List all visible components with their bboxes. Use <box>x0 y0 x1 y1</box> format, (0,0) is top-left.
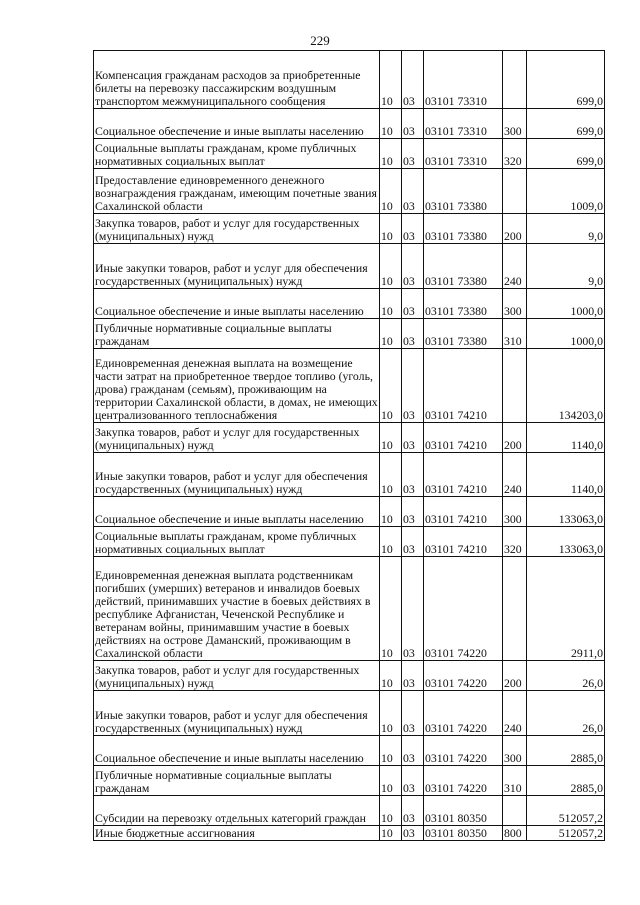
expense-name-cell: Иные закупки товаров, работ и услуг для обеспечения государственных (муниципальных) нужд <box>94 453 380 497</box>
table-row <box>94 691 605 736</box>
target-article-code-cell: 03101 74210 <box>424 527 503 557</box>
table-row <box>94 661 605 691</box>
section-code-cell: 10 <box>380 289 402 319</box>
target-article-code-cell: 03101 73380 <box>424 244 503 289</box>
section-code-cell: 10 <box>380 51 402 109</box>
expense-name-cell: Социальные выплаты гражданам, кроме публичных нормативных социальных выплат <box>94 139 380 169</box>
table-row <box>94 319 605 349</box>
subsection-code-cell: 03 <box>402 766 424 796</box>
expense-name-cell: Закупка товаров, работ и услуг для государственных (муниципальных) нужд <box>94 214 380 244</box>
section-code-cell: 10 <box>380 349 402 423</box>
table-row <box>94 423 605 453</box>
expense-type-code-cell <box>503 796 527 826</box>
expense-name-cell: Субсидии на перевозку отдельных категорий граждан <box>94 796 380 826</box>
subsection-code-cell: 03 <box>402 423 424 453</box>
section-code-cell: 10 <box>380 796 402 826</box>
page-number: 229 <box>310 33 330 48</box>
expense-type-code-cell: 200 <box>503 214 527 244</box>
table-row <box>94 349 605 423</box>
amount-cell: 1009,0 <box>527 169 605 214</box>
table-row <box>94 736 605 766</box>
subsection-code-cell: 03 <box>402 319 424 349</box>
section-code-cell: 10 <box>380 319 402 349</box>
amount-cell: 699,0 <box>527 109 605 139</box>
target-article-code-cell: 03101 74210 <box>424 497 503 527</box>
expense-type-code-cell: 240 <box>503 453 527 497</box>
section-code-cell: 10 <box>380 826 402 841</box>
target-article-code-cell: 03101 74220 <box>424 766 503 796</box>
expense-name-cell: Социальное обеспечение и иные выплаты населению <box>94 736 380 766</box>
target-article-code-cell: 03101 74210 <box>424 453 503 497</box>
section-code-cell: 10 <box>380 691 402 736</box>
budget-table <box>93 50 605 841</box>
section-code-cell: 10 <box>380 497 402 527</box>
target-article-code-cell: 03101 80350 <box>424 826 503 841</box>
amount-cell: 2885,0 <box>527 766 605 796</box>
section-code-cell: 10 <box>380 766 402 796</box>
subsection-code-cell: 03 <box>402 736 424 766</box>
section-code-cell: 10 <box>380 214 402 244</box>
expense-name-cell: Единовременная денежная выплата родственникам погибших (умерших) ветеранов и инвалидов боевых действий, принимавших участие в боевых действиях в республике Афганистан, Чеченской Республике и ветеранам войны, принимавшим участие в боевых действиях на острове Даманский, проживающим в Сахалинской области <box>94 557 380 661</box>
expense-name-cell: Публичные нормативные социальные выплаты гражданам <box>94 319 380 349</box>
subsection-code-cell: 03 <box>402 527 424 557</box>
expense-type-code-cell <box>503 349 527 423</box>
section-code-cell: 10 <box>380 736 402 766</box>
expense-name-cell: Закупка товаров, работ и услуг для государственных (муниципальных) нужд <box>94 423 380 453</box>
amount-cell: 133063,0 <box>527 527 605 557</box>
section-code-cell: 10 <box>380 661 402 691</box>
expense-name-cell: Единовременная денежная выплата на возмещение части затрат на приобретенное твердое топливо (уголь, дрова) гражданам (семьям), проживающим на территории Сахалинской области, в домах, не имеющих централизованного теплоснабжения <box>94 349 380 423</box>
table-row <box>94 169 605 214</box>
amount-cell: 9,0 <box>527 214 605 244</box>
subsection-code-cell: 03 <box>402 169 424 214</box>
table-row <box>94 557 605 661</box>
subsection-code-cell: 03 <box>402 691 424 736</box>
expense-type-code-cell <box>503 557 527 661</box>
subsection-code-cell: 03 <box>402 244 424 289</box>
expense-type-code-cell: 310 <box>503 766 527 796</box>
expense-name-cell: Иные бюджетные ассигнования <box>94 826 380 841</box>
table-row <box>94 497 605 527</box>
target-article-code-cell: 03101 74220 <box>424 557 503 661</box>
expense-name-cell: Социальное обеспечение и иные выплаты населению <box>94 497 380 527</box>
expense-type-code-cell: 320 <box>503 139 527 169</box>
amount-cell: 1140,0 <box>527 453 605 497</box>
expense-type-code-cell: 320 <box>503 527 527 557</box>
subsection-code-cell: 03 <box>402 453 424 497</box>
expense-type-code-cell: 300 <box>503 497 527 527</box>
expense-name-cell: Социальные выплаты гражданам, кроме публичных нормативных социальных выплат <box>94 527 380 557</box>
expense-type-code-cell: 240 <box>503 691 527 736</box>
table-row <box>94 289 605 319</box>
subsection-code-cell: 03 <box>402 289 424 319</box>
table-row <box>94 796 605 826</box>
expense-type-code-cell: 300 <box>503 109 527 139</box>
target-article-code-cell: 03101 73310 <box>424 139 503 169</box>
section-code-cell: 10 <box>380 527 402 557</box>
target-article-code-cell: 03101 73310 <box>424 109 503 139</box>
target-article-code-cell: 03101 73380 <box>424 319 503 349</box>
expense-type-code-cell: 300 <box>503 289 527 319</box>
section-code-cell: 10 <box>380 109 402 139</box>
expense-name-cell: Публичные нормативные социальные выплаты гражданам <box>94 766 380 796</box>
target-article-code-cell: 03101 74220 <box>424 736 503 766</box>
section-code-cell: 10 <box>380 557 402 661</box>
amount-cell: 26,0 <box>527 691 605 736</box>
amount-cell: 512057,2 <box>527 826 605 841</box>
section-code-cell: 10 <box>380 169 402 214</box>
expense-type-code-cell: 240 <box>503 244 527 289</box>
expense-type-code-cell: 300 <box>503 736 527 766</box>
amount-cell: 699,0 <box>527 139 605 169</box>
target-article-code-cell: 03101 73380 <box>424 169 503 214</box>
amount-cell: 2885,0 <box>527 736 605 766</box>
subsection-code-cell: 03 <box>402 796 424 826</box>
table-row <box>94 51 605 109</box>
table-row <box>94 139 605 169</box>
section-code-cell: 10 <box>380 244 402 289</box>
target-article-code-cell: 03101 74220 <box>424 661 503 691</box>
subsection-code-cell: 03 <box>402 51 424 109</box>
subsection-code-cell: 03 <box>402 497 424 527</box>
expense-type-code-cell: 800 <box>503 826 527 841</box>
amount-cell: 1140,0 <box>527 423 605 453</box>
target-article-code-cell: 03101 73380 <box>424 214 503 244</box>
amount-cell: 2911,0 <box>527 557 605 661</box>
subsection-code-cell: 03 <box>402 139 424 169</box>
amount-cell: 699,0 <box>527 51 605 109</box>
table-row <box>94 453 605 497</box>
section-code-cell: 10 <box>380 453 402 497</box>
expense-type-code-cell: 200 <box>503 661 527 691</box>
section-code-cell: 10 <box>380 139 402 169</box>
subsection-code-cell: 03 <box>402 109 424 139</box>
subsection-code-cell: 03 <box>402 826 424 841</box>
expense-type-code-cell: 310 <box>503 319 527 349</box>
amount-cell: 9,0 <box>527 244 605 289</box>
expense-name-cell: Социальное обеспечение и иные выплаты населению <box>94 109 380 139</box>
target-article-code-cell: 03101 74210 <box>424 349 503 423</box>
target-article-code-cell: 03101 73310 <box>424 51 503 109</box>
table-row <box>94 527 605 557</box>
target-article-code-cell: 03101 74220 <box>424 691 503 736</box>
amount-cell: 134203,0 <box>527 349 605 423</box>
amount-cell: 1000,0 <box>527 289 605 319</box>
target-article-code-cell: 03101 80350 <box>424 796 503 826</box>
expense-type-code-cell <box>503 169 527 214</box>
table-row <box>94 766 605 796</box>
amount-cell: 133063,0 <box>527 497 605 527</box>
expense-name-cell: Иные закупки товаров, работ и услуг для обеспечения государственных (муниципальных) нужд <box>94 244 380 289</box>
expense-name-cell: Социальное обеспечение и иные выплаты населению <box>94 289 380 319</box>
expense-name-cell: Компенсация гражданам расходов за приобретенные билеты на перевозку пассажирским воздушным транспортом межмуниципального сообщения <box>94 51 380 109</box>
amount-cell: 26,0 <box>527 661 605 691</box>
table-row <box>94 214 605 244</box>
amount-cell: 512057,2 <box>527 796 605 826</box>
expense-type-code-cell <box>503 51 527 109</box>
subsection-code-cell: 03 <box>402 214 424 244</box>
expense-name-cell: Закупка товаров, работ и услуг для государственных (муниципальных) нужд <box>94 661 380 691</box>
subsection-code-cell: 03 <box>402 557 424 661</box>
section-code-cell: 10 <box>380 423 402 453</box>
target-article-code-cell: 03101 73380 <box>424 289 503 319</box>
expense-name-cell: Иные закупки товаров, работ и услуг для обеспечения государственных (муниципальных) нужд <box>94 691 380 736</box>
subsection-code-cell: 03 <box>402 349 424 423</box>
table-body <box>94 51 605 841</box>
target-article-code-cell: 03101 74210 <box>424 423 503 453</box>
expense-type-code-cell: 200 <box>503 423 527 453</box>
subsection-code-cell: 03 <box>402 661 424 691</box>
table-row <box>94 109 605 139</box>
table-row <box>94 244 605 289</box>
expense-name-cell: Предоставление единовременного денежного вознаграждения гражданам, имеющим почетные звания Сахалинской области <box>94 169 380 214</box>
table-row <box>94 826 605 841</box>
amount-cell: 1000,0 <box>527 319 605 349</box>
